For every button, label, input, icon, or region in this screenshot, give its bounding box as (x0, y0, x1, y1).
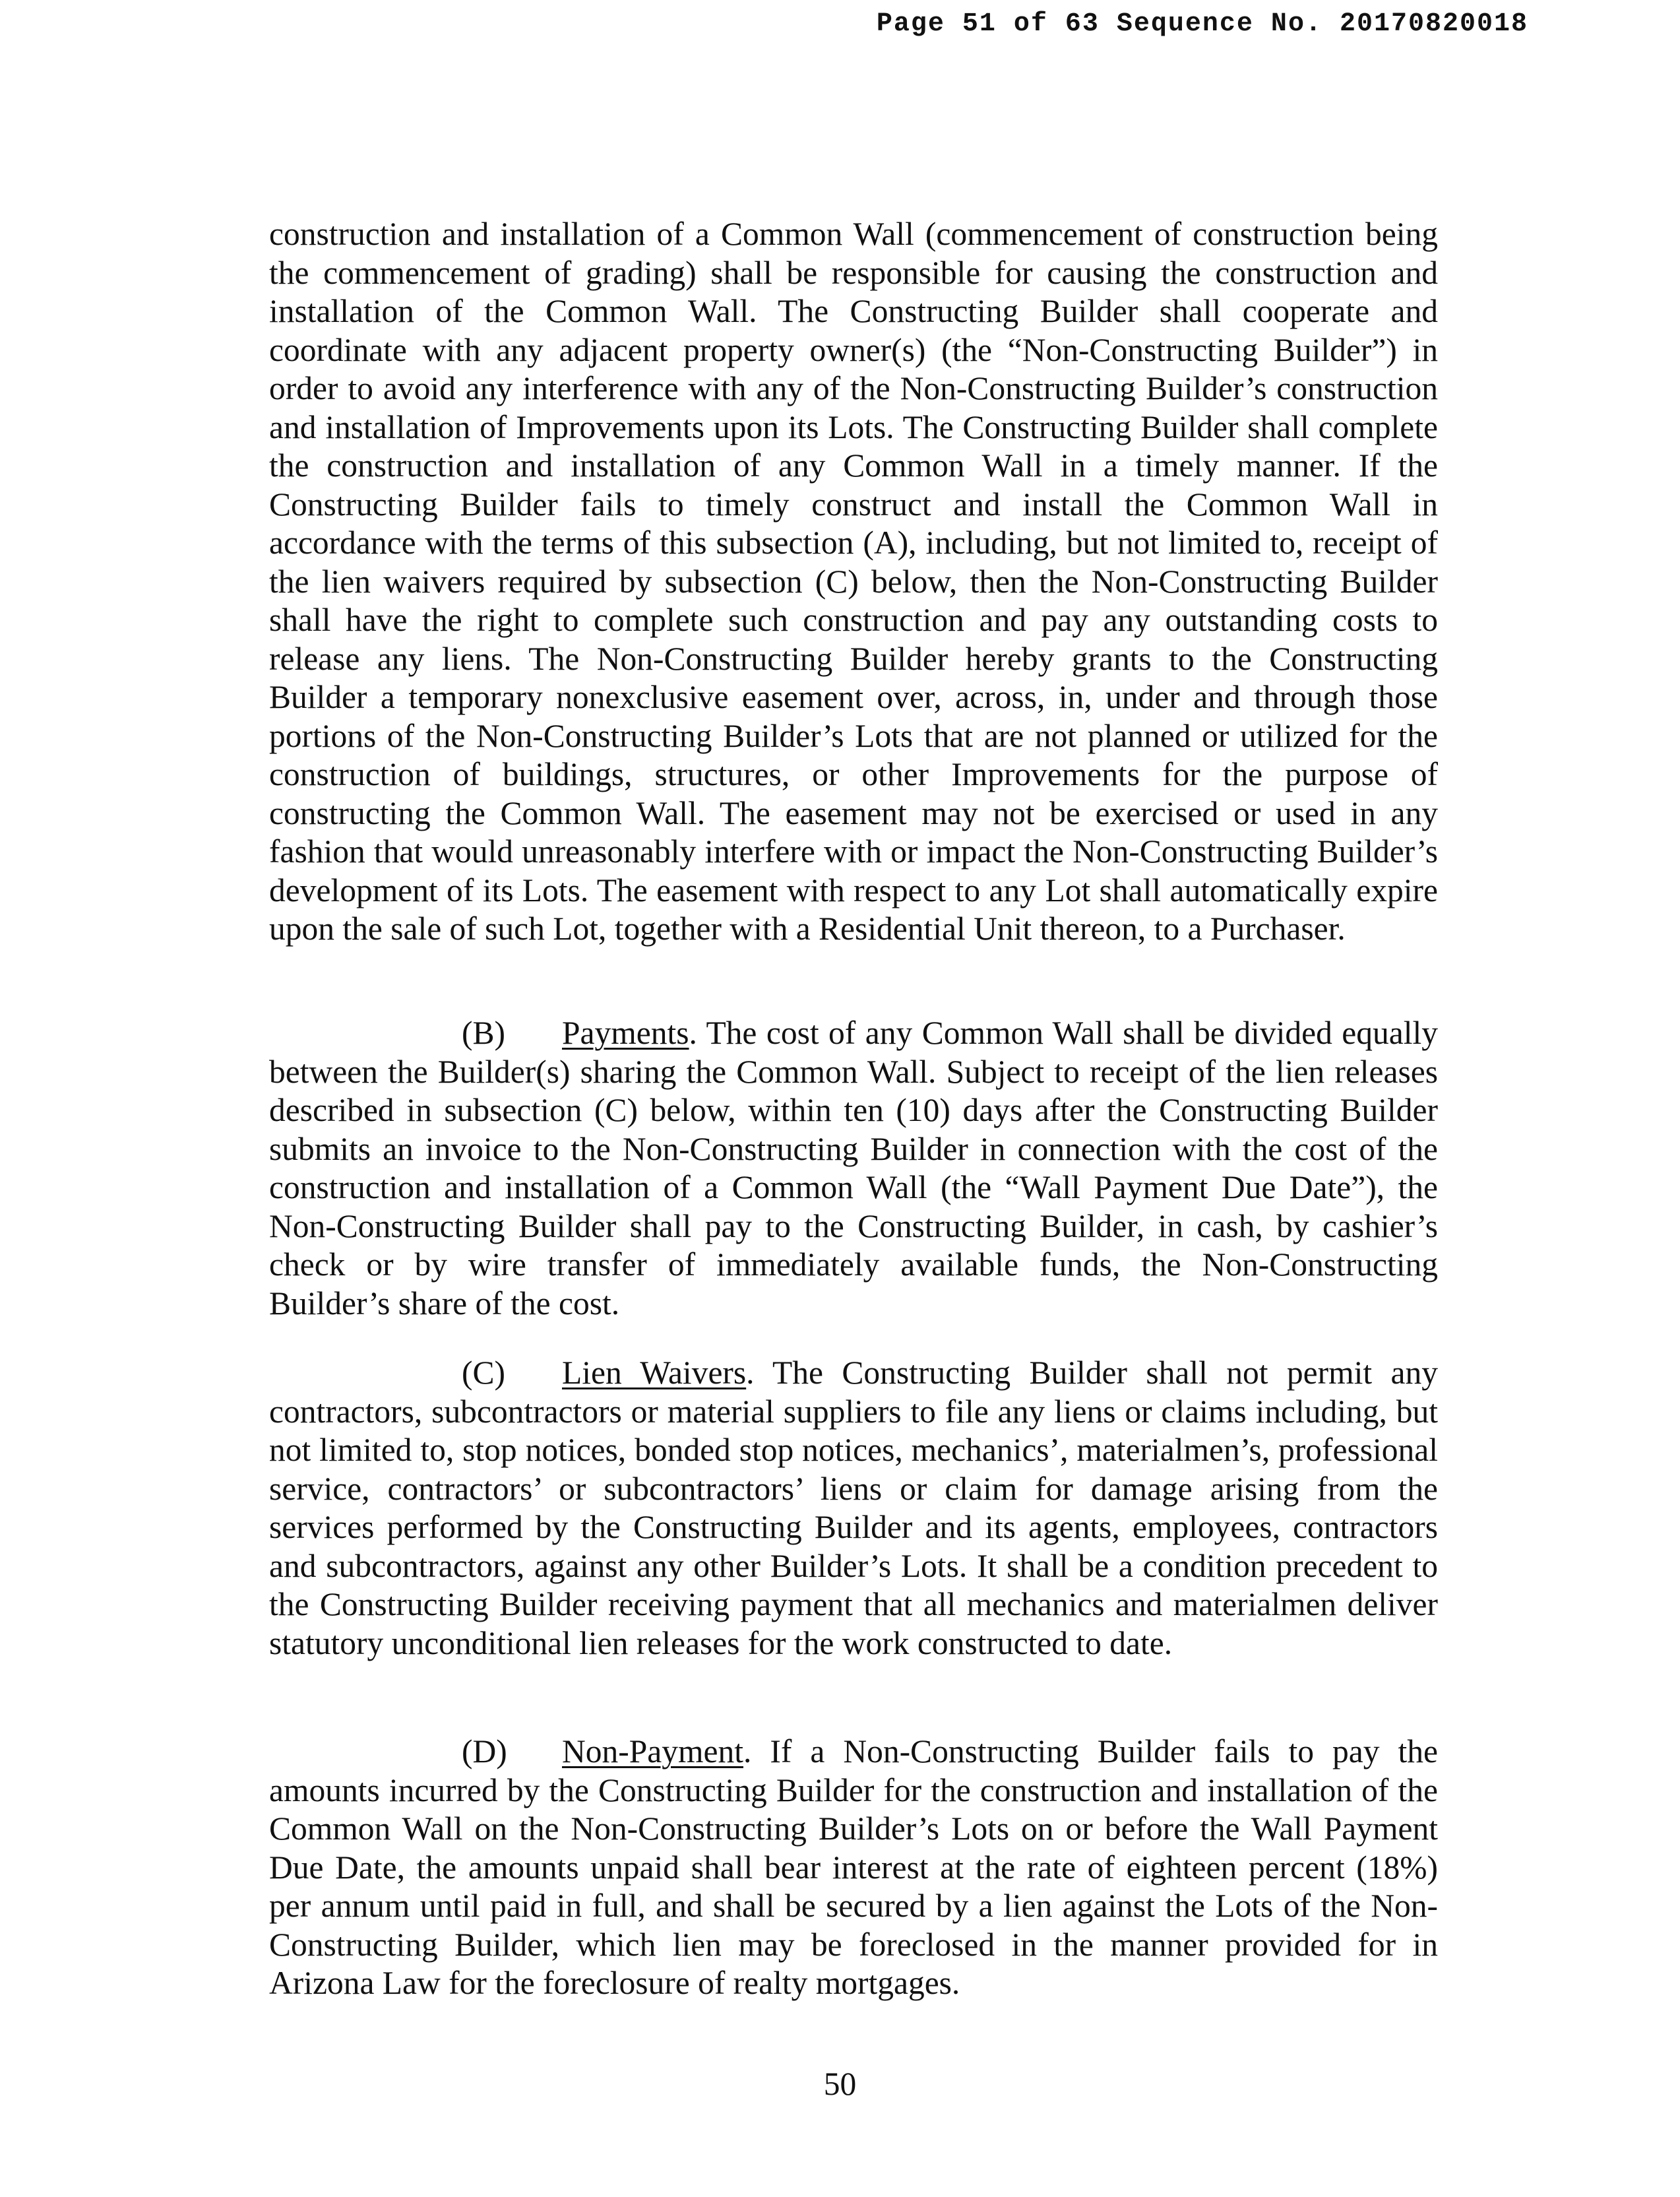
subsection-label: (B) (462, 1015, 505, 1051)
paragraph-text: . The cost of any Common Wall shall be divided equally between the Builder(s) sharing the Common Wall. Subject to receipt of the lien releases described in subsection (C) below, within ten (10) days after the Constructing Builder submits an invoice to the Non-Constructing Builder in connection with the cost of the construction and installation of a Common Wall (the “Wall Payment Due Date”), the Non-Constructing Builder shall pay to the Constructing Builder, in cash, by cashier’s check or by wire transfer of immediately available funds, the Non-Constructing Builder’s share of the cost. (269, 1015, 1438, 1321)
paragraph-text: construction and installation of a Common Wall (commencement of construction being the commencement of grading) shall be responsible for causing the construction and installation of the Common Wall. The Constructing Builder shall cooperate and coordinate with any adjacent property owner(s) (the “Non-Constructing Builder”) in order to avoid any interference with any of the Non-Constructing Builder’s construction and installation of Improvements upon its Lots. The Constructing Builder shall complete the construction and installation of any Common Wall in a timely manner. If the Constructing Builder fails to timely construct and install the Common Wall in accordance with the terms of this subsection (A), including, but not limited to, receipt of the lien waivers required by subsection (C) below, then the Non-Constructing Builder shall have the right to complete such construction and pay any outstanding costs to release any liens. The Non-Constructing Builder hereby grants to the Constructing Builder a temporary nonexclusive easement over, across, in, under and through those portions of the Non-Constructing Builder’s Lots that are not planned or utilized for the construction of buildings, structures, or other Improvements for the purpose of constructing the Common Wall. The easement may not be exercised or used in any fashion that would unreasonably interfere with or impact the Non-Constructing Builder’s development of its Lots. The easement with respect to any Lot shall automatically expire upon the sale of such Lot, together with a Residential Unit thereon, to a Purchaser. (269, 216, 1438, 947)
paragraph-payments (269, 1014, 1438, 1323)
subsection-heading: Payments (562, 1015, 689, 1051)
paragraph-lien-waivers (269, 1354, 1438, 1663)
subsection-heading: Non-Payment (562, 1733, 743, 1769)
subsection-label: (D) (462, 1733, 507, 1769)
paragraph-text: . The Constructing Builder shall not permit any contractors, subcontractors or material suppliers to file any liens or claims including, but not limited to, stop notices, bonded stop notices, mechanics’, materialmen’s, professional service, contractors’ or subcontractors’ liens or claim for damage arising from the services performed by the Constructing Builder and its agents, employees, contractors and subcontractors, against any other Builder’s Lots. It shall be a condition precedent to the Constructing Builder receiving payment that all mechanics and materialmen deliver statutory unconditional lien releases for the work constructed to date. (269, 1354, 1438, 1661)
subsection-heading: Lien Waivers (562, 1354, 747, 1391)
page-number: 50 (823, 2066, 857, 2102)
paragraph-common-wall-construction (269, 215, 1438, 949)
paragraph-text: . If a Non-Constructing Builder fails to pay the amounts incurred by the Constructing Builder for the construction and installation of the Common Wall on the Non-Constructing Builder’s Lots on or before the Wall Payment Due Date, the amounts unpaid shall bear interest at the rate of eighteen percent (18%) per annum until paid in full, and shall be secured by a lien against the Lots of the Non-Constructing Builder, which lien may be foreclosed in the manner provided for in Arizona Law for the foreclosure of realty mortgages. (269, 1733, 1438, 2001)
subsection-label: (C) (462, 1354, 505, 1391)
recording-header: Page 51 of 63 Sequence No. 20170820018 (876, 9, 1528, 39)
paragraph-non-payment (269, 1733, 1438, 2003)
